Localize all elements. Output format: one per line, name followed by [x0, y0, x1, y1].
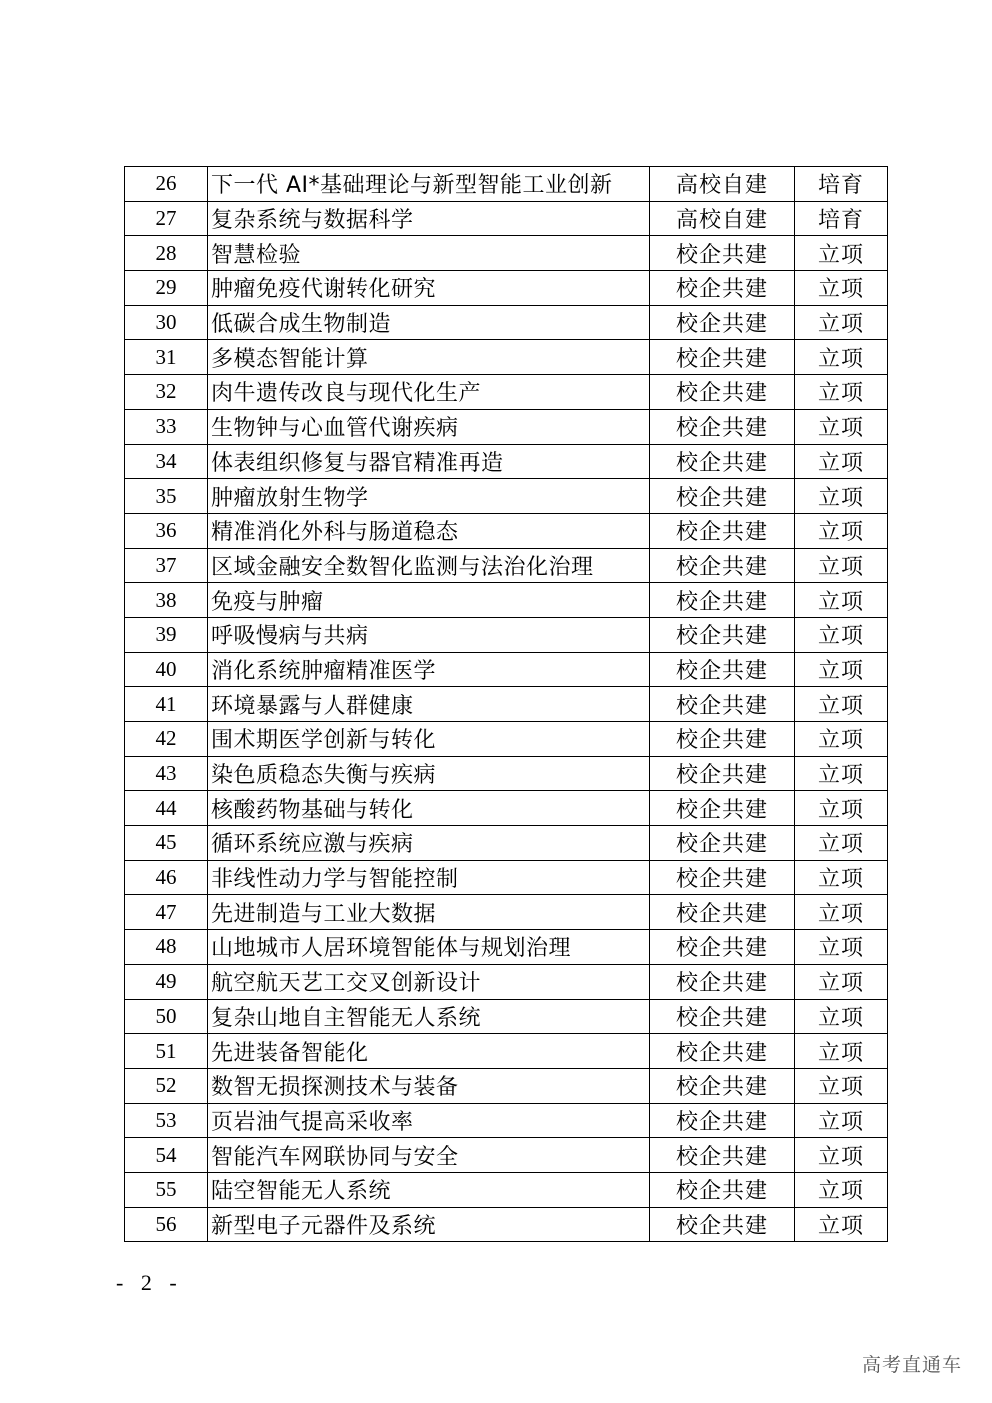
status-cell: 立项: [795, 271, 888, 306]
project-table: [124, 166, 888, 1242]
row-number-cell: 45: [125, 826, 208, 861]
project-name-cell: 下一代 AI*基础理论与新型智能工业创新: [208, 167, 650, 202]
status-cell: 立项: [795, 617, 888, 652]
page-number: - 2 -: [116, 1270, 183, 1295]
status-cell: 立项: [795, 1207, 888, 1242]
row-number-cell: 47: [125, 895, 208, 930]
row-number-cell: 50: [125, 999, 208, 1034]
build-type-cell: 校企共建: [650, 236, 795, 271]
status-cell: 立项: [795, 895, 888, 930]
row-number-cell: 52: [125, 1068, 208, 1103]
build-type-cell: 校企共建: [650, 722, 795, 757]
project-name-cell: 新型电子元器件及系统: [208, 1207, 650, 1242]
table-row: [125, 687, 888, 722]
project-name-cell: 环境暴露与人群健康: [208, 687, 650, 722]
row-number-cell: 28: [125, 236, 208, 271]
table-row: [125, 652, 888, 687]
build-type-cell: 校企共建: [650, 548, 795, 583]
table-row: [125, 860, 888, 895]
build-type-cell: 高校自建: [650, 201, 795, 236]
row-number-cell: 29: [125, 271, 208, 306]
row-number-cell: 42: [125, 722, 208, 757]
project-name-cell: 呼吸慢病与共病: [208, 617, 650, 652]
build-type-cell: 高校自建: [650, 167, 795, 202]
row-number-cell: 33: [125, 409, 208, 444]
row-number-cell: 44: [125, 791, 208, 826]
project-name-cell: 航空航天艺工交叉创新设计: [208, 964, 650, 999]
project-name-cell: 精准消化外科与肠道稳态: [208, 513, 650, 548]
row-number-cell: 39: [125, 617, 208, 652]
table-row: [125, 895, 888, 930]
project-name-cell: 消化系统肿瘤精准医学: [208, 652, 650, 687]
project-name-cell: 复杂系统与数据科学: [208, 201, 650, 236]
build-type-cell: 校企共建: [650, 1172, 795, 1207]
status-cell: 培育: [795, 201, 888, 236]
row-number-cell: 36: [125, 513, 208, 548]
table-row: [125, 548, 888, 583]
table-row: [125, 1068, 888, 1103]
row-number-cell: 31: [125, 340, 208, 375]
table-row: [125, 201, 888, 236]
project-name-cell: 体表组织修复与器官精准再造: [208, 444, 650, 479]
row-number-cell: 56: [125, 1207, 208, 1242]
build-type-cell: 校企共建: [650, 513, 795, 548]
build-type-cell: 校企共建: [650, 964, 795, 999]
status-cell: 立项: [795, 756, 888, 791]
row-number-cell: 26: [125, 167, 208, 202]
status-cell: 立项: [795, 826, 888, 861]
watermark-text: 高考直通车: [861, 1354, 962, 1376]
project-name-cell: 低碳合成生物制造: [208, 305, 650, 340]
build-type-cell: 校企共建: [650, 1138, 795, 1173]
table-row: [125, 1034, 888, 1069]
table-row: [125, 722, 888, 757]
status-cell: 立项: [795, 1068, 888, 1103]
row-number-cell: 43: [125, 756, 208, 791]
build-type-cell: 校企共建: [650, 860, 795, 895]
status-cell: 立项: [795, 1103, 888, 1138]
row-number-cell: 46: [125, 860, 208, 895]
table-row: [125, 1172, 888, 1207]
status-cell: 立项: [795, 236, 888, 271]
build-type-cell: 校企共建: [650, 756, 795, 791]
row-number-cell: 55: [125, 1172, 208, 1207]
build-type-cell: 校企共建: [650, 583, 795, 618]
status-cell: 立项: [795, 999, 888, 1034]
status-cell: 立项: [795, 305, 888, 340]
build-type-cell: 校企共建: [650, 1103, 795, 1138]
project-name-cell: 先进制造与工业大数据: [208, 895, 650, 930]
table-body: [125, 167, 888, 1242]
row-number-cell: 38: [125, 583, 208, 618]
row-number-cell: 34: [125, 444, 208, 479]
build-type-cell: 校企共建: [650, 479, 795, 514]
table-row: [125, 236, 888, 271]
table-row: [125, 167, 888, 202]
project-name-cell: 肿瘤放射生物学: [208, 479, 650, 514]
build-type-cell: 校企共建: [650, 305, 795, 340]
status-cell: 立项: [795, 409, 888, 444]
table-row: [125, 791, 888, 826]
build-type-cell: 校企共建: [650, 1207, 795, 1242]
row-number-cell: 51: [125, 1034, 208, 1069]
build-type-cell: 校企共建: [650, 409, 795, 444]
table-row: [125, 375, 888, 410]
project-name-cell: 肉牛遗传改良与现代化生产: [208, 375, 650, 410]
status-cell: 立项: [795, 1138, 888, 1173]
build-type-cell: 校企共建: [650, 1034, 795, 1069]
status-cell: 立项: [795, 1034, 888, 1069]
build-type-cell: 校企共建: [650, 375, 795, 410]
project-name-cell: 生物钟与心血管代谢疾病: [208, 409, 650, 444]
table-row: [125, 1207, 888, 1242]
project-name-cell: 肿瘤免疫代谢转化研究: [208, 271, 650, 306]
row-number-cell: 27: [125, 201, 208, 236]
table-row: [125, 444, 888, 479]
status-cell: 立项: [795, 1172, 888, 1207]
row-number-cell: 32: [125, 375, 208, 410]
project-name-cell: 围术期医学创新与转化: [208, 722, 650, 757]
table-row: [125, 1103, 888, 1138]
status-cell: 立项: [795, 479, 888, 514]
status-cell: 立项: [795, 722, 888, 757]
project-name-cell: 数智无损探测技术与装备: [208, 1068, 650, 1103]
project-name-cell: 页岩油气提高采收率: [208, 1103, 650, 1138]
table-row: [125, 340, 888, 375]
table-row: [125, 513, 888, 548]
status-cell: 立项: [795, 444, 888, 479]
project-name-cell: 区域金融安全数智化监测与法治化治理: [208, 548, 650, 583]
status-cell: 立项: [795, 583, 888, 618]
table-row: [125, 826, 888, 861]
project-name-cell: 陆空智能无人系统: [208, 1172, 650, 1207]
row-number-cell: 37: [125, 548, 208, 583]
row-number-cell: 49: [125, 964, 208, 999]
status-cell: 立项: [795, 860, 888, 895]
table-row: [125, 305, 888, 340]
row-number-cell: 48: [125, 930, 208, 965]
build-type-cell: 校企共建: [650, 930, 795, 965]
status-cell: 立项: [795, 964, 888, 999]
project-name-cell: 多模态智能计算: [208, 340, 650, 375]
table-row: [125, 617, 888, 652]
project-name-cell: 先进装备智能化: [208, 1034, 650, 1069]
build-type-cell: 校企共建: [650, 999, 795, 1034]
row-number-cell: 30: [125, 305, 208, 340]
row-number-cell: 53: [125, 1103, 208, 1138]
table-row: [125, 271, 888, 306]
table-row: [125, 964, 888, 999]
project-name-cell: 智慧检验: [208, 236, 650, 271]
project-name-cell: 复杂山地自主智能无人系统: [208, 999, 650, 1034]
project-name-cell: 非线性动力学与智能控制: [208, 860, 650, 895]
build-type-cell: 校企共建: [650, 271, 795, 306]
status-cell: 立项: [795, 375, 888, 410]
table-row: [125, 930, 888, 965]
build-type-cell: 校企共建: [650, 652, 795, 687]
build-type-cell: 校企共建: [650, 617, 795, 652]
row-number-cell: 40: [125, 652, 208, 687]
status-cell: 培育: [795, 167, 888, 202]
table-row: [125, 999, 888, 1034]
build-type-cell: 校企共建: [650, 1068, 795, 1103]
status-cell: 立项: [795, 548, 888, 583]
build-type-cell: 校企共建: [650, 340, 795, 375]
project-name-cell: 循环系统应激与疾病: [208, 826, 650, 861]
table-row: [125, 479, 888, 514]
status-cell: 立项: [795, 652, 888, 687]
row-number-cell: 41: [125, 687, 208, 722]
table-row: [125, 409, 888, 444]
row-number-cell: 35: [125, 479, 208, 514]
project-name-cell: 免疫与肿瘤: [208, 583, 650, 618]
table-row: [125, 756, 888, 791]
project-name-cell: 核酸药物基础与转化: [208, 791, 650, 826]
status-cell: 立项: [795, 513, 888, 548]
status-cell: 立项: [795, 791, 888, 826]
build-type-cell: 校企共建: [650, 895, 795, 930]
build-type-cell: 校企共建: [650, 826, 795, 861]
row-number-cell: 54: [125, 1138, 208, 1173]
build-type-cell: 校企共建: [650, 444, 795, 479]
project-name-cell: 智能汽车网联协同与安全: [208, 1138, 650, 1173]
build-type-cell: 校企共建: [650, 791, 795, 826]
status-cell: 立项: [795, 687, 888, 722]
table-row: [125, 1138, 888, 1173]
project-name-cell: 染色质稳态失衡与疾病: [208, 756, 650, 791]
status-cell: 立项: [795, 930, 888, 965]
table-row: [125, 583, 888, 618]
status-cell: 立项: [795, 340, 888, 375]
project-name-cell: 山地城市人居环境智能体与规划治理: [208, 930, 650, 965]
build-type-cell: 校企共建: [650, 687, 795, 722]
